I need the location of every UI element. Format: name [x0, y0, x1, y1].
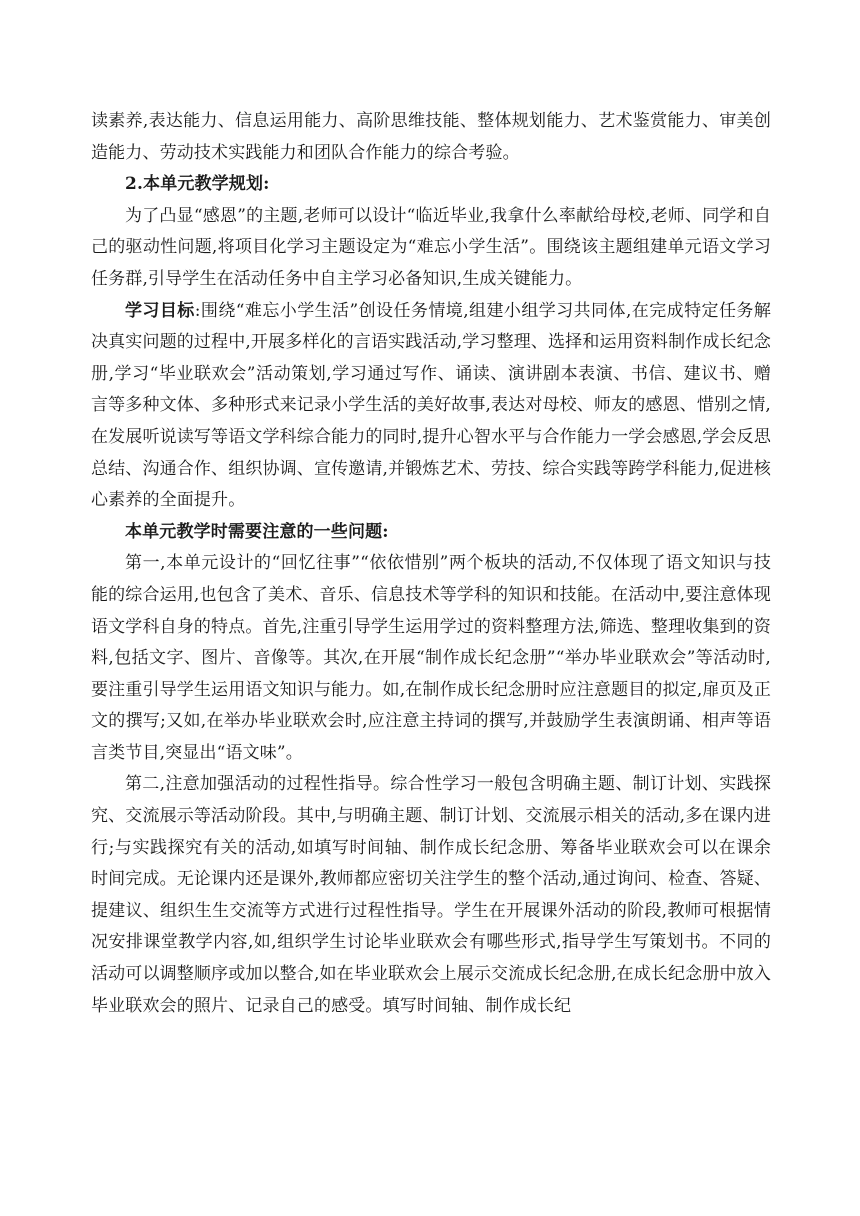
section-heading-teaching-plan: [91, 169, 771, 201]
paragraph-3-text: 为了凸显“感恩”的主题,老师可以设计“临近毕业,我拿什么率献给母校,老师、同学和自己的驱动性问题,将项目化学习主题设定为“难忘小学生活”。围绕该主题组建单元语文学习任务群,引导学生在活动任务中自主学习必备知识,生成关键能力。: [91, 205, 771, 289]
section-heading-notes: [91, 517, 771, 549]
section-heading-teaching-plan-text: 2.本单元教学规划:: [125, 174, 270, 195]
section-heading-notes-text: 本单元教学时需要注意的一些问题:: [125, 521, 389, 542]
paragraph-6-text: 第一,本单元设计的“回忆往事”“依依惜别”两个板块的活动,不仅体现了语文知识与技能的综合运用,也包含了美术、音乐、信息技术等学科的知识和技能。在活动中,要注意体现语文学科自身的特点。首先,注重引导学生运用学过的资料整理方法,筛选、整理收集到的资料,包括文字、图片、音像等。其次,在开展“制作成长纪念册”“举办毕业联欢会”等活动时,要注重引导学生运用语文知识与能力。如,在制作成长纪念册时应注意题目的拟定,扉页及正文的撰写;又如,在举办毕业联欢会时,应注意主持词的撰写,并鼓励学生表演朗诵、相声等语言类节目,突显出“语文味”。: [91, 553, 771, 763]
paragraph-7: [91, 769, 771, 1022]
paragraph-6: [91, 548, 771, 769]
paragraph-learning-goals: [91, 296, 771, 517]
paragraph-1-text: 读素养,表达能力、信息运用能力、高阶思维技能、整体规划能力、艺术鉴赏能力、审美创造能力、劳动技术实践能力和团队合作能力的综合考验。: [91, 111, 771, 163]
paragraph-3: [91, 201, 771, 296]
paragraph-7-text: 第二,注意加强活动的过程性指导。综合性学习一般包含明确主题、制订计划、实践探究、交流展示等活动阶段。其中,与明确主题、制订计划、交流展示相关的活动,多在课内进行;与实践探究有关的活动,如填写时间轴、制作成长纪念册、筹备毕业联欢会可以在课余时间完成。无论课内还是课外,教师都应密切关注学生的整个活动,通过询问、检查、答疑、提建议、组织生生交流等方式进行过程性指导。学生在开展课外活动的阶段,教师可根据情况安排课堂教学内容,如,组织学生讨论毕业联欢会有哪些形式,指导学生写策划书。不同的活动可以调整顺序或加以整合,如在毕业联欢会上展示交流成长纪念册,在成长纪念册中放入毕业联欢会的照片、记录自己的感受。填写时间轴、制作成长纪: [91, 774, 771, 1016]
paragraph-1: [91, 106, 771, 169]
learning-goals-label: 学习目标: [125, 300, 195, 321]
learning-goals-text: :围绕“难忘小学生活”创设任务情境,组建小组学习共同体,在完成特定任务解决真实问题的过程中,开展多样化的言语实践活动,学习整理、选择和运用资料制作成长纪念册,学习“毕业联欢会”活动策划,学习通过写作、诵读、演讲剧本表演、书信、建议书、赠言等多种文体、多种形式来记录小学生活的美好故事,表达对母校、师友的感恩、惜别之情,在发展听说读写等语文学科综合能力的同时,提升心智水平与合作能力一学会感恩,学会反思总结、沟通合作、组织协调、宣传邀请,并锻炼艺术、劳技、综合实践等跨学科能力,促进核心素养的全面提升。: [91, 300, 771, 511]
document-body: [91, 106, 771, 1022]
